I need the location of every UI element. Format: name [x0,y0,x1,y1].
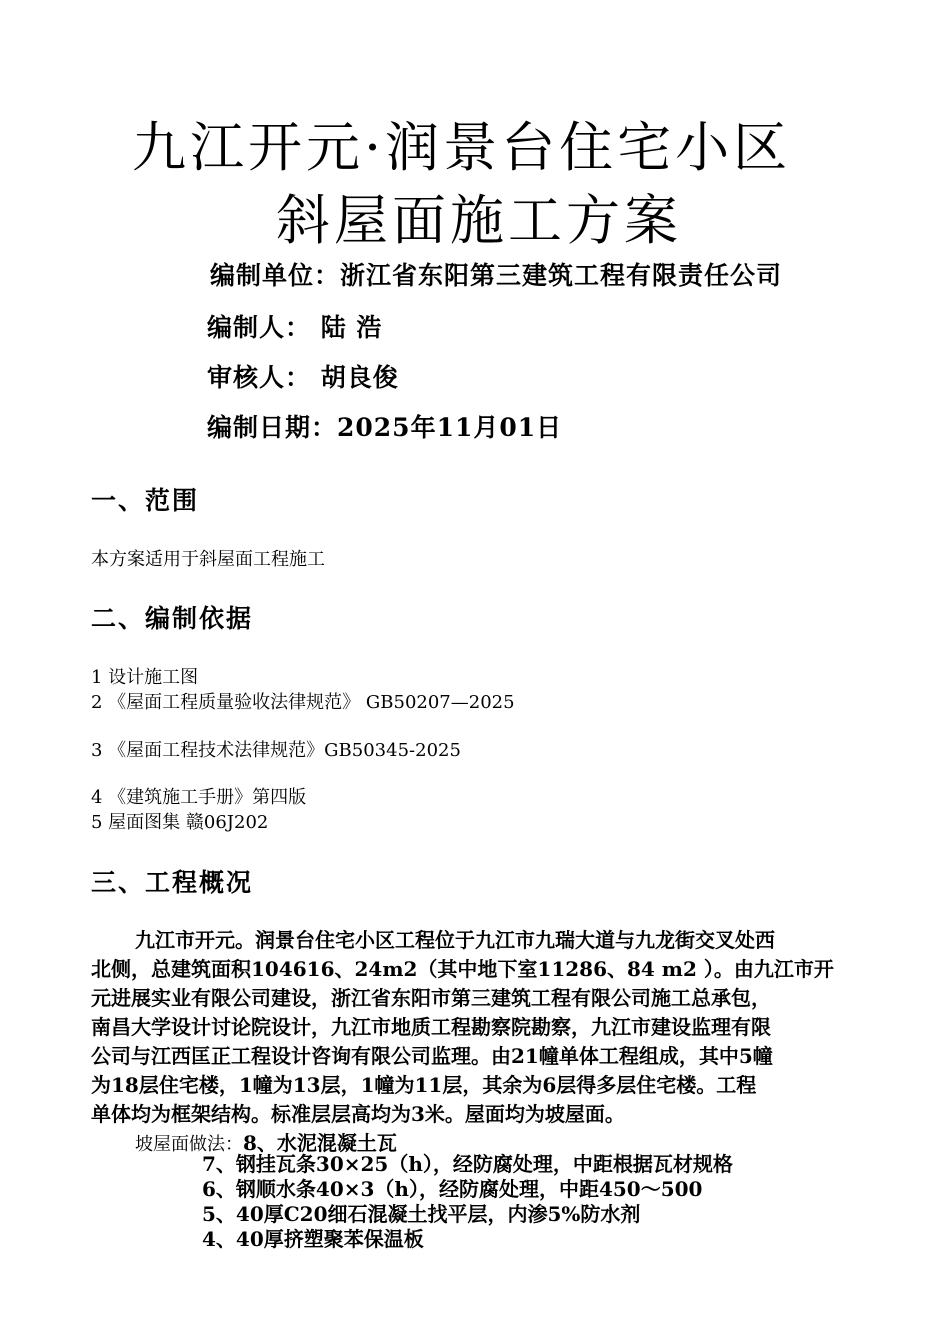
title-line-1: 九江开元·润景台住宅小区 [132,116,792,179]
basis-item: 4 《建筑施工手册》第四版 [91,787,307,808]
reviewer: 审核人： 胡良俊 [207,363,399,392]
slope-roof-layer: 7、钢挂瓦条30×25（h），经防腐处理，中距根据瓦材规格 [202,1152,733,1176]
overview-line: 元进展实业有限公司建设，浙江省东阳市第三建筑工程有限公司施工总承包， [91,986,771,1010]
slope-roof-label: 坡屋面做法： [135,1134,243,1155]
basis-item: 3 《屋面工程技术法律规范》GB50345-2025 [91,740,461,761]
title-line-2: 斜屋面施工方案 [276,189,682,252]
slope-roof-layer: 5、40厚C20细石混凝土找平层，内渗5%防水剂 [202,1202,641,1226]
compiler: 编制人： 陆 浩 [207,313,383,342]
overview-line: 单体均为框架结构。标准层层高均为3米。屋面均为坡屋面。 [91,1102,625,1126]
section-heading-basis: 二、编制依据 [91,604,254,633]
slope-roof-layer: 4、40厚挤塑聚苯保温板 [202,1227,424,1251]
basis-item: 5 屋面图集 赣06J202 [91,812,269,833]
slope-roof-layer: 6、钢顺水条40×3（h），经防腐处理，中距450～500 [202,1177,703,1201]
overview-line: 北侧，总建筑面积104616、24m2（其中地下室11286、84 m2 ）。由九江市开 [91,957,834,981]
section-heading-overview: 三、工程概况 [91,868,254,897]
compile-date: 编制日期：2025年11月01日 [207,413,563,442]
compile-unit: 编制单位：浙江省东阳第三建筑工程有限责任公司 [210,261,783,290]
scope-text: 本方案适用于斜屋面工程施工 [91,549,325,570]
overview-line: 为18层住宅楼，1幢为13层，1幢为11层，其余为6层得多层住宅楼。工程 [91,1073,757,1097]
slope-roof-layer: 8、水泥混凝土瓦 [243,1131,397,1155]
overview-line: 公司与江西匡正工程设计咨询有限公司监理。由21幢单体工程组成，其中5幢 [91,1044,773,1068]
overview-line: 南昌大学设计讨论院设计，九江市地质工程勘察院勘察，九江市建设监理有限 [91,1015,771,1039]
basis-item: 1 设计施工图 [91,667,199,688]
section-heading-scope: 一、范围 [91,486,200,515]
basis-item: 2 《屋面工程质量验收法律规范》 GB50207—2025 [91,692,515,713]
overview-line: 九江市开元。润景台住宅小区工程位于九江市九瑞大道与九龙街交叉处西 [135,928,775,952]
